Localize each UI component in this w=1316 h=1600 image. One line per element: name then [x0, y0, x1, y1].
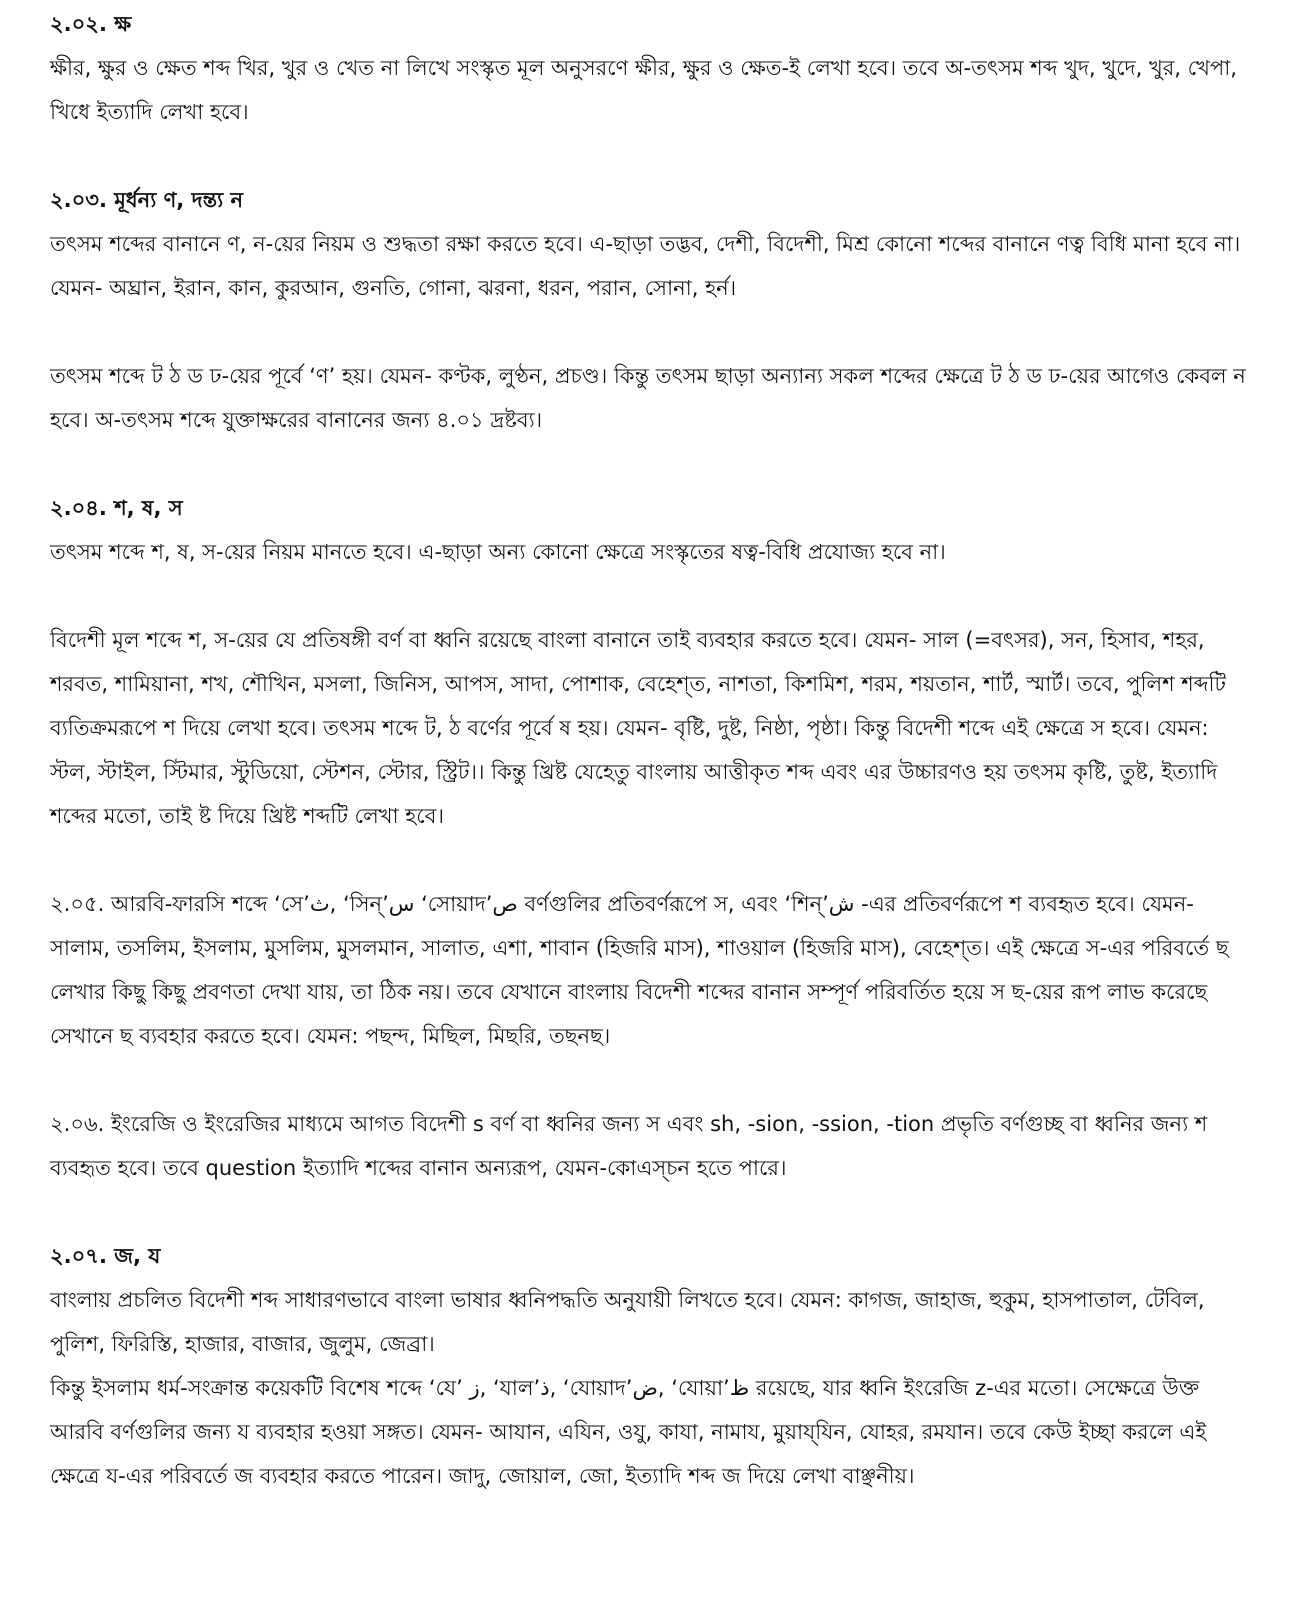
paragraph: তৎসম শব্দে ট ঠ ড ঢ-য়ের পূর্বে ‘ণ’ হয়। যেমন- কণ্টক, লুণ্ঠন, প্রচণ্ড। কিন্তু তৎসম ছাড়া অন্যান্য সকল শব্দের ক্ষেত্রে ট ঠ ড ঢ-য়ের আগেও কেবল ন হবে। অ-তৎসম শব্দে যুক্তাক্ষরের বানানের জন্য ৪.০১ দ্রষ্টব্য। — [50, 364, 1246, 432]
section-2-05-paragraph: ২.০৫. আরবি-ফারসি শব্দে ‘সে’ث, ‘সিন্’س ‘সোয়াদ’ص বর্ণগুলির প্রতিবর্ণরূপে স, এবং ‘শিন্’ش -এর প্রতিবর্ণরূপে শ ব্যবহৃত হবে। যেমন- সালাম, তসলিম, ইসলাম, মুসলিম, মুসলমান, সালাত, এশা, শাবান (হিজরি মাস), শাওয়াল (হিজরি মাস), বেহেশ্‌ত। এই ক্ষেত্রে স-এর পরিবর্তে ছ লেখার কিছু কিছু প্রবণতা দেখা যায়, তা ঠিক নয়। তবে যেখানে বাংলায় বিদেশী শব্দের বানান সম্পূর্ণ পরিবর্তিত হয়ে স ছ-য়ের রূপ লাভ করেছে সেখানে ছ ব্যবহার করতে হবে। যেমন: পছন্দ, মিছিল, মিছরি, তছনছ। — [50, 892, 1229, 1048]
paragraph-gap — [50, 1058, 1256, 1102]
paragraph: ক্ষীর, ক্ষুর ও ক্ষেত শব্দ খির, খুর ও খেত না লিখে সংস্কৃত মূল অনুসরণে ক্ষীর, ক্ষুর ও ক্ষেত-ই লেখা হবে। তবে অ-তৎসম শব্দ খুদ, খুদে, খুর, খেপা, খিধে ইত্যাদি লেখা হবে। — [50, 56, 1237, 124]
paragraph: বিদেশী মূল শব্দে শ, স-য়ের যে প্রতিষঙ্গী বর্ণ বা ধ্বনি রয়েছে বাংলা বানানে তাই ব্যবহার করতে হবে। যেমন- সাল (=বৎসর), সন, হিসাব, শহর, শরবত, শামিয়ানা, শখ, শৌখিন, মসলা, জিনিস, আপস, সাদা, পোশাক, বেহেশ্‌ত, নাশতা, কিশমিশ, শরম, শয়তান, শার্ট, স্মার্ট। তবে, পুলিশ শব্দটি ব্যতিক্রমরূপে শ দিয়ে লেখা হবে। তৎসম শব্দে ট, ঠ বর্ণের পূর্বে ষ হয়। যেমন- বৃষ্টি, দুষ্ট, নিষ্ঠা, পৃষ্ঠা। কিন্তু বিদেশী শব্দে এই ক্ষেত্রে স হবে। যেমন: স্টল, স্টাইল, স্টিমার, স্টুডিয়ো, স্টেশন, স্টোর, স্ট্রিট।। কিন্তু খ্রিষ্ট যেহেতু বাংলায় আত্তীকৃত শব্দ এবং এর উচ্চারণও হয় তৎসম কৃষ্টি, তুষ্ট, ইত্যাদি শব্দের মতো, তাই ষ্ট দিয়ে খ্রিষ্ট শব্দটি লেখা হবে। — [50, 628, 1226, 828]
paragraph: কিন্তু ইসলাম ধর্ম-সংক্রান্ত কয়েকটি বিশেষ শব্দে ‘যে’ ز, ‘যাল’ذ, ‘যোয়াদ’ض, ‘যোয়া’ظ রয়েছে, যার ধ্বনি ইংরেজি z-এর মতো। সেক্ষেত্রে উক্ত আরবি বর্ণগুলির জন্য য ব্যবহার হওয়া সঙ্গত। যেমন- আযান, এযিন, ওযু, কাযা, নামায, মুয়ায্‌যিন, যোহর, রমযান। তবে কেউ ইচ্ছা করলে এই ক্ষেত্রে য-এর পরিবর্তে জ ব্যবহার করতে পারেন। জাদু, জোয়াল, জো, ইত্যাদি শব্দ জ দিয়ে লেখা বাঞ্ছনীয়। — [50, 1376, 1207, 1488]
paragraph-gap — [50, 442, 1256, 486]
paragraph-gap — [50, 574, 1256, 618]
paragraph: তৎসম শব্দের বানানে ণ, ন-য়ের নিয়ম ও শুদ্ধতা রক্ষা করতে হবে। এ-ছাড়া তদ্ভব, দেশী, বিদেশী, মিশ্র কোনো শব্দের বানানে ণত্ব বিধি মানা হবে না। যেমন- অঘ্রান, ইরান, কান, কুরআন, গুনতি, গোনা, ঝরনা, ধরন, পরান, সোনা, হর্ন। — [50, 232, 1241, 300]
section-2-06-paragraph: ২.০৬. ইংরেজি ও ইংরেজির মাধ্যমে আগত বিদেশী s বর্ণ বা ধ্বনির জন্য স এবং sh, -sion, -ssion, -tion প্রভৃতি বর্ণগুচ্ছ বা ধ্বনির জন্য শ ব্যবহৃত হবে। তবে question ইত্যাদি শব্দের বানান অন্যরূপ, যেমন-কোএস্‌চন হতে পারে। — [50, 1112, 1208, 1180]
paragraph-gap — [50, 1190, 1256, 1234]
paragraph: তৎসম শব্দে শ, ষ, স-য়ের নিয়ম মানতে হবে। এ-ছাড়া অন্য কোনো ক্ষেত্রে সংস্কৃতের ষত্ব-বিধি প্রযোজ্য হবে না। — [50, 540, 946, 564]
section-heading-2-07: ২.০৭. জ, য — [50, 1244, 161, 1268]
section-heading-2-03: ২.০৩. মূর্ধন্য ণ, দন্ত্য ন — [50, 188, 244, 212]
section-heading-2-04: ২.০৪. শ, ষ, স — [50, 496, 183, 520]
section-heading-2-02: ২.০২. ক্ষ — [50, 12, 132, 36]
paragraph-gap — [50, 838, 1256, 882]
paragraph-gap — [50, 134, 1256, 178]
paragraph-gap — [50, 310, 1256, 354]
paragraph: বাংলায় প্রচলিত বিদেশী শব্দ সাধারণভাবে বাংলা ভাষার ধ্বনিপদ্ধতি অনুযায়ী লিখতে হবে। যেমন: কাগজ, জাহাজ, হুকুম, হাসপাতাল, টেবিল, পুলিশ, ফিরিস্তি, হাজার, বাজার, জুলুম, জেব্রা। — [50, 1288, 1205, 1356]
